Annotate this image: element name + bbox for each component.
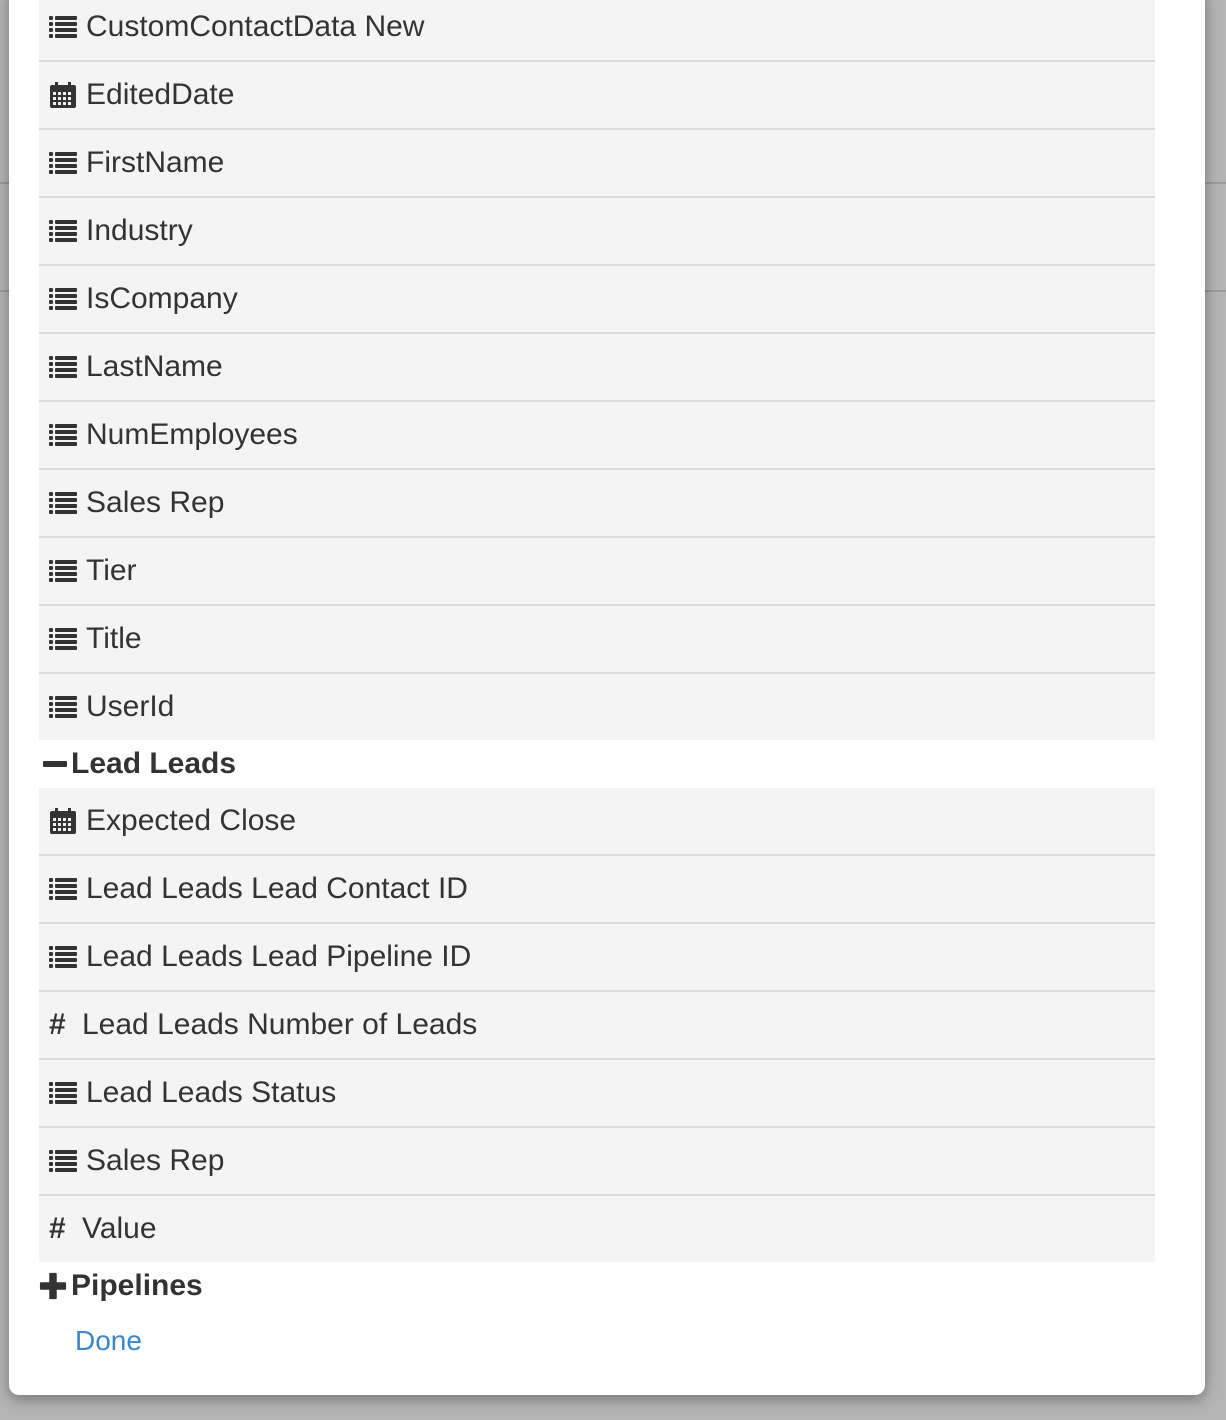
list-icon [49,877,77,901]
field-label: CustomContactData New [86,10,425,43]
list-icon [49,627,77,651]
group-label: Lead Leads [71,747,237,780]
plus-icon [39,1271,67,1301]
field-label: UserId [86,690,175,723]
field-label: IsCompany [86,282,238,315]
list-icon [49,15,77,39]
field-item[interactable] [39,788,1155,856]
list-icon [49,151,77,175]
list-icon [49,219,77,243]
calendar-icon [49,83,77,107]
field-item[interactable] [39,674,1155,740]
field-label: Value [82,1212,157,1245]
hash-icon: # [49,1212,66,1245]
list-icon [49,945,77,969]
field-item[interactable] [39,0,1155,62]
list-icon [49,423,77,447]
field-item[interactable] [39,1196,1155,1262]
field-label: NumEmployees [86,418,298,451]
field-label: Tier [86,554,137,587]
field-picker-modal [9,0,1205,1395]
field-label: FirstName [86,146,225,179]
field-item[interactable] [39,1060,1155,1128]
field-item[interactable] [39,62,1155,130]
field-label: Lead Leads Lead Pipeline ID [86,940,472,973]
field-label: Sales Rep [86,486,225,519]
done-button[interactable]: Done [75,1325,142,1356]
field-item[interactable] [39,856,1155,924]
field-item[interactable] [39,334,1155,402]
field-label: Lead Leads Status [86,1076,337,1109]
field-label: Expected Close [86,804,297,837]
field-item[interactable] [39,470,1155,538]
field-item[interactable] [39,538,1155,606]
minus-icon [43,751,71,777]
group-label: Pipelines [71,1269,203,1302]
field-label: EditedDate [86,78,235,111]
list-icon [49,355,77,379]
group-lead-leads[interactable] [39,740,1155,788]
field-item[interactable] [39,402,1155,470]
list-icon [49,1081,77,1105]
list-icon [49,559,77,583]
group-pipelines[interactable] [39,1262,1155,1310]
field-label: Industry [86,214,193,247]
field-item[interactable] [39,924,1155,992]
list-icon [49,1149,77,1173]
list-icon [49,491,77,515]
field-label: Title [86,622,142,655]
field-item[interactable] [39,992,1155,1060]
field-label: Lead Leads Lead Contact ID [86,872,468,905]
field-item[interactable] [39,1128,1155,1196]
field-item[interactable] [39,198,1155,266]
field-item[interactable] [39,606,1155,674]
hash-icon: # [49,1008,66,1041]
field-list [39,0,1155,1310]
list-icon [49,695,77,719]
field-item[interactable] [39,130,1155,198]
calendar-icon [49,809,77,833]
field-label: Sales Rep [86,1144,225,1177]
field-item[interactable] [39,266,1155,334]
field-label: LastName [86,350,223,383]
list-icon [49,287,77,311]
field-label: Lead Leads Number of Leads [82,1008,478,1041]
